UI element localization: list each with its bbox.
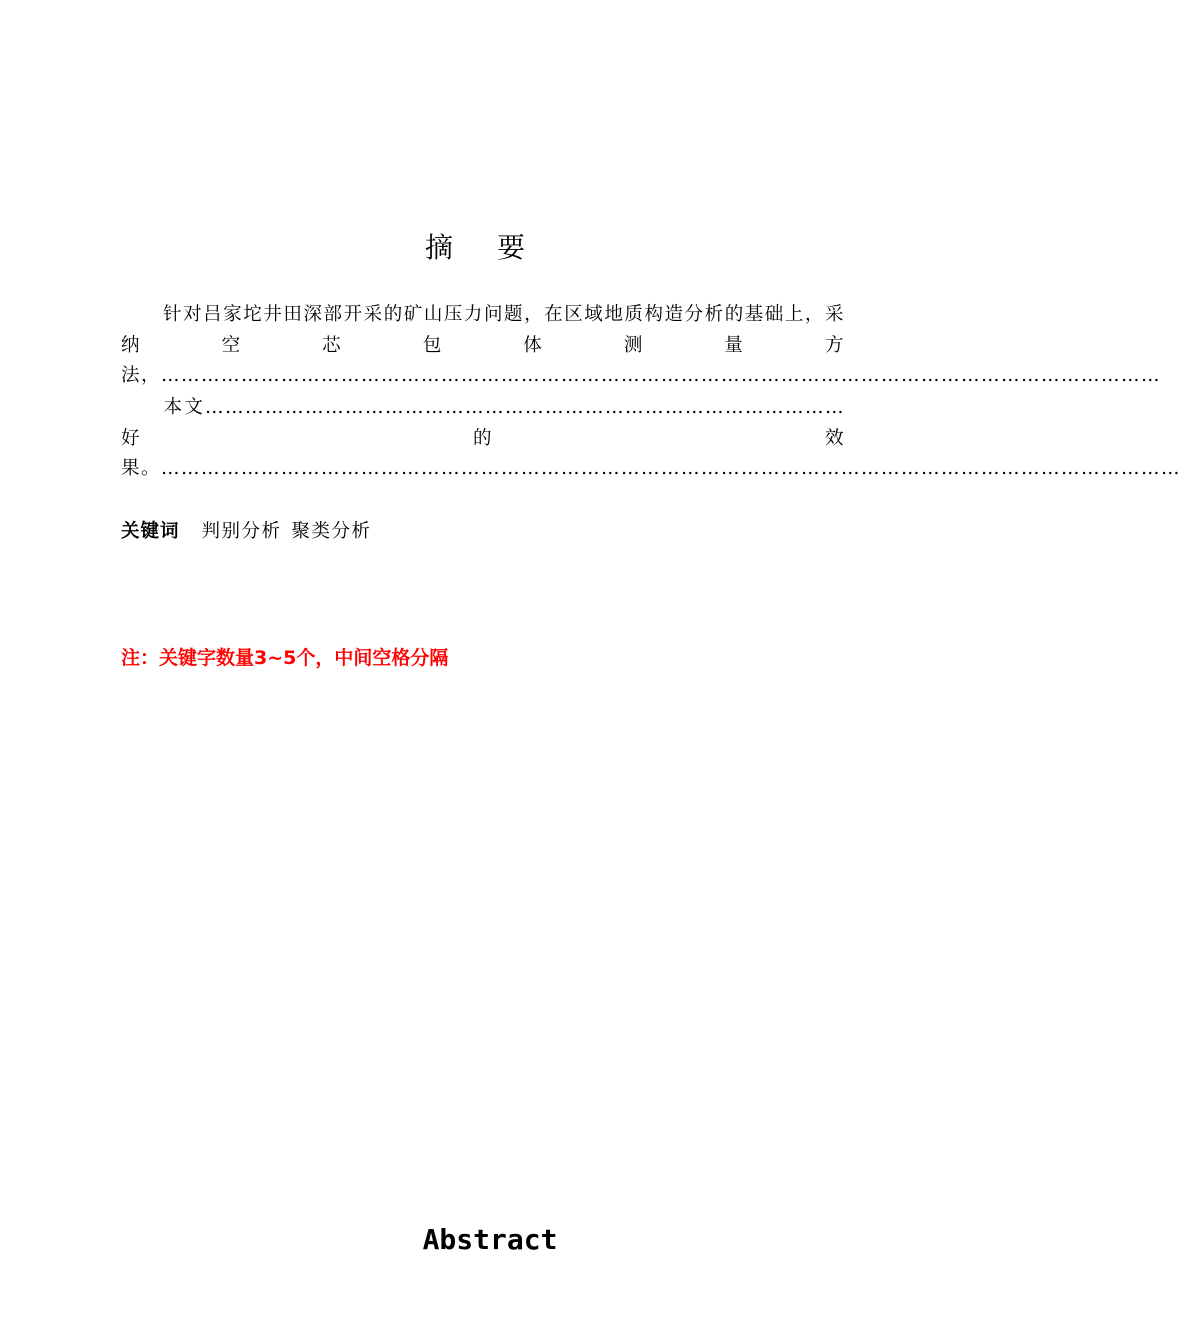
keyword-item: 判别分析 bbox=[201, 521, 282, 542]
abstract-cn-title: 摘要 bbox=[424, 231, 569, 264]
abstract-paragraph-1 bbox=[121, 300, 1162, 392]
keywords-label: 关键词 bbox=[121, 521, 180, 542]
keywords-note: 注：关键字数量3~5个，中间空格分隔 bbox=[121, 647, 449, 669]
abstract-en-title: Abstract bbox=[422, 1223, 558, 1256]
abstract-paragraph-2 bbox=[121, 393, 1181, 485]
keywords-line bbox=[121, 516, 382, 548]
keyword-item: 聚类分析 bbox=[291, 521, 372, 542]
abstract-paragraph-1-text: 针对吕家坨井田深部开采的矿山压力问题，在区域地质构造分析的基础上，采纳空芯包体测量方法，…………………………………………………………………………………………………………………………………… bbox=[121, 304, 1162, 386]
abstract-paragraph-2-text: 本文……………………………………………………………………………………好的效果。……………………………………………………………………………………………………………………………………… bbox=[121, 397, 1181, 479]
